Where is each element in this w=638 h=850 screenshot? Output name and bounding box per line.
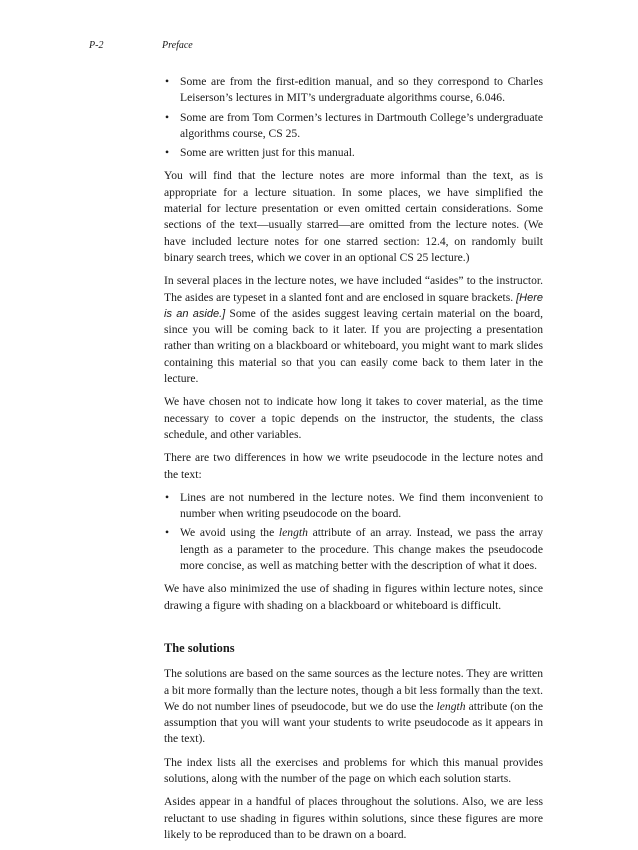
emphasis-length: length [436,699,466,713]
bullet-icon: • [165,146,170,160]
bullet-icon: • [165,110,170,124]
list-item [164,490,543,523]
emphasis-length: length [278,526,308,540]
bullet-icon: • [165,526,170,540]
list-item-text: Lines are not numbered in the lecture notes. We find them inconvenient to number when writing pseudocode on the board. [180,490,543,521]
paragraph-timing: We have chosen not to indicate how long it takes to cover material, as the time necessary to cover a topic depends on the instructor, the students, the class schedule, and other variables. [164,395,543,441]
text-run: In several places in the lecture notes, we have included “asides” to the instructor. The asides are typeset in a slanted font and are enclosed in square brackets. [164,274,543,304]
pseudocode-differences-list [164,490,543,574]
list-item-text: Some are from Tom Cormen’s lectures in Dartmouth College’s undergraduate algorithms course, CS 25. [180,110,543,140]
page-number: P-2 [89,40,104,51]
paragraph-pseudocode-intro: There are two differences in how we write pseudocode in the lecture notes and the text: [164,451,543,481]
list-item [164,145,543,161]
bullet-icon: • [165,75,170,88]
paragraph-index: The index lists all the exercises and problems for which this manual provides solutions, along with the number of the page on which each solution starts. [164,755,543,785]
text-run: Some of the asides suggest leaving certain material on the board, since you will be coming back to it later. If you are projecting a presentation rather than writing on a blackboard or whiteboard, you might want to mark slides containing this material so that you can easily come back to them later in the lecture. [164,306,543,386]
bullet-icon: • [165,490,170,504]
list-item [164,110,543,143]
list-item [164,74,543,107]
sources-list [164,74,543,161]
text-run: attribute of an array. Instead, we pass the array length as a parameter to the procedure. This change makes the pseudocode more concise, as well as matching better with the description of what it does. [180,526,543,573]
text-run: The solutions are based on the same sources as the lecture notes. They are written a bit more formally than the lecture notes, though a bit less formally than the text. We do not number lines of pseudocode, but we do use the [164,667,543,713]
running-title: Preface [162,40,193,51]
text-run: We avoid using the [180,526,279,540]
paragraph-informal-notes: You will find that the lecture notes are more informal than the text, as is appropriate for a lecture situation. In some places, we have simplified the material for lecture presentation or even omitted certain considerations. Some sections of the text—usually starred—are omitted from the lecture notes. (We have included lecture notes for one starred section: 12.4, on randomly built binary search trees, which we cover in an optional CS 25 lecture.) [164,169,543,264]
page-body [164,74,543,850]
paragraph-solutions-sources [164,666,543,747]
list-item [164,525,543,574]
paragraph-solutions-asides: Asides appear in a handful of places throughout the solutions. Also, we are less reluctant to use shading in figures within solutions, since these figures are more likely to be reproduced than to be drawn on a board. [164,795,543,841]
section-heading-solutions: The solutions [164,640,235,655]
paragraph-shading: We have also minimized the use of shading in figures within lecture notes, since drawing a figure with shading on a blackboard or whiteboard is difficult. [164,582,543,612]
text-run: attribute (on the assumption that you will want your students to write pseudocode as it appears in the text). [164,699,543,746]
list-item-text: Some are written just for this manual. [180,146,355,160]
list-item-text: Some are from the first-edition manual, and so they correspond to Charles Leiserson’s lectures in MIT’s undergraduate algorithms course, 6.046. [180,75,543,105]
aside-example: [Here is an aside.] [164,291,543,320]
paragraph-asides [164,273,543,387]
running-header [89,40,578,56]
